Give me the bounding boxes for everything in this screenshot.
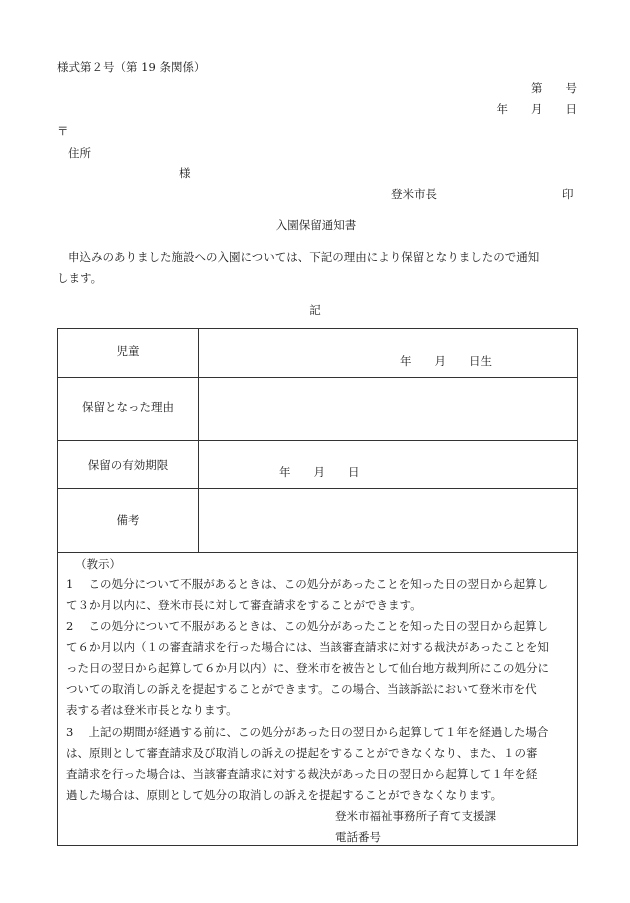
instructions-heading: （教示）	[75, 557, 121, 571]
expiry-row	[58, 441, 577, 489]
body-line-1: 申込みのありました施設への入園については、下記の理由により保留となりましたので通知	[68, 250, 540, 264]
issuer-name: 登米市長	[391, 187, 437, 201]
instruction-line: て６か月以内（１の審査請求を行った場合には、当該審査請求に対する裁決があったことを知	[66, 640, 549, 654]
postal-mark: 〒	[57, 124, 69, 138]
child-label: 児童	[116, 344, 140, 358]
ki-heading: 記	[309, 303, 321, 317]
issue-date: 年 月 日	[496, 102, 577, 116]
instruction-line: 表する者は登米市長となります。	[66, 703, 238, 717]
instruction-line: った日の翌日から起算して６か月以内）に、登米市を被告として仙台地方裁判所にこの処分に	[66, 661, 549, 675]
expiry-date: 年 月 日	[279, 465, 360, 479]
instruction-line: 過した場合は、原則として処分の取消しの訴えを提起することができなくなります。	[66, 788, 503, 802]
expiry-label: 保留の有効期限	[87, 458, 169, 472]
instructions-section	[58, 553, 577, 845]
document-number: 第 号	[531, 81, 577, 95]
reason-label: 保留となった理由	[82, 400, 174, 414]
instruction-line: 3 上記の期間が経過する前に、この処分があった日の翌日から起算して１年を経過した場合	[66, 725, 549, 739]
body-line-2: します。	[57, 271, 103, 285]
birth-date: 年 月 日生	[400, 354, 492, 368]
remarks-row	[58, 489, 577, 553]
instruction-line: 査請求を行った場合は、当該審査請求に対する裁決があった日の翌日から起算して１年を経	[66, 767, 538, 781]
seal-mark: 印	[562, 187, 574, 201]
reason-row	[58, 378, 577, 441]
form-number: 様式第２号（第 19 条関係）	[57, 60, 206, 74]
instruction-line: 2 この処分について不服があるときは、この処分があったことを知った日の翌日から起算し	[66, 619, 549, 633]
instruction-line: ついての取消しの訴えを提起することができます。この場合、当該訴訟において登米市を代	[66, 682, 537, 696]
address-label: 住所	[68, 146, 91, 160]
office-name: 登米市福祉事務所子育て支援課	[335, 809, 496, 823]
instruction-line: は、原則として審査請求及び取消しの訴えの提起をすることができなくなり、また、１の審	[66, 746, 538, 760]
child-row	[58, 329, 577, 378]
notice-table	[57, 328, 578, 846]
instruction-line: 1 この処分について不服があるときは、この処分があったことを知った日の翌日から起算し	[66, 577, 549, 591]
document-title: 入園保留通知書	[275, 218, 357, 232]
phone-label: 電話番号	[335, 830, 381, 844]
remarks-label: 備考	[116, 513, 140, 527]
instruction-line: て３か月以内に、登米市長に対して審査請求をすることができます。	[66, 598, 422, 612]
addressee-suffix: 様	[179, 166, 191, 180]
